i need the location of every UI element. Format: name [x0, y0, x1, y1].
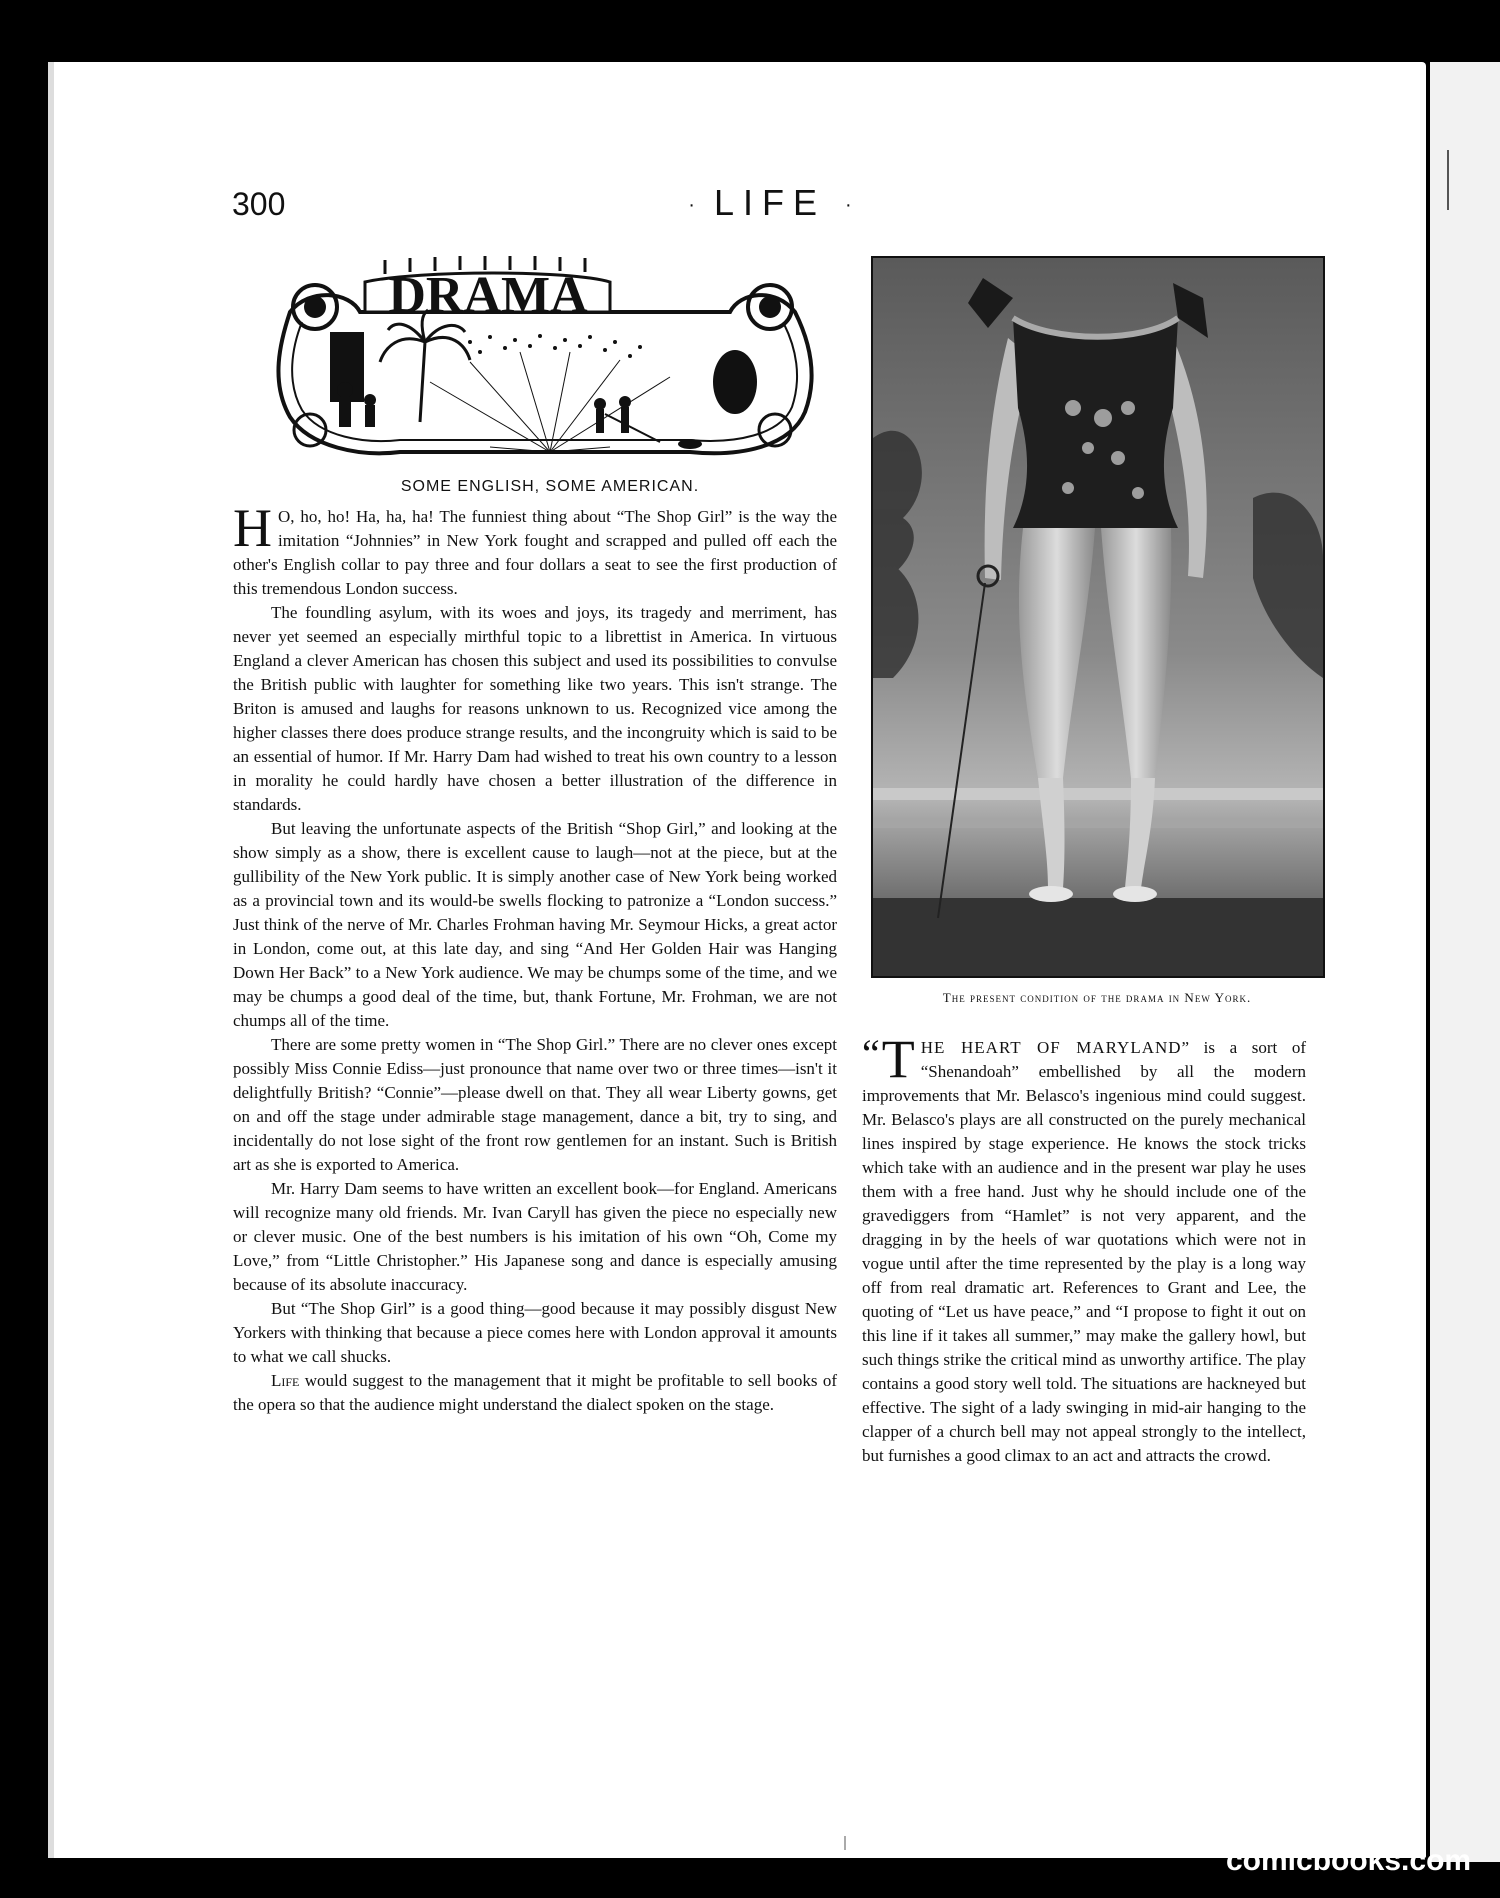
performer-photograph	[871, 256, 1325, 978]
paragraph-text: O, ho, ho! Ha, ha, ha! The funniest thing about “The Shop Girl” is the way the imitation “Johnnies” in New York fought and scrapped and pulled off each the other's English collar to pay three and four dollars a seat to see the first production of this tremendous London success.	[233, 507, 837, 598]
facing-page-mark	[1447, 150, 1449, 210]
review-open-quote: “	[862, 1031, 880, 1076]
masthead-dot-right: ·	[845, 193, 852, 216]
article-paragraph-3: But leaving the unfortunate aspects of the British “Shop Girl,” and looking at the show simply as a show, there is excellent cause to laugh—not at the piece, but at the gullibility of the New York public. It is simply another case of New York being worked as a provincial town and its would-be swells flocking to patronize a “London success.” Just think of the nerve of Mr. Charles Frohman having Mr. Seymour Hicks, a great actor in London, come out, at this late day, and sing “And Her Golden Hair was Hanging Down Her Back” to a New York audience. We may be chumps some of the time, and we may be chumps a good deal of the time, but, thank Fortune, Mr. Frohman, we are not chumps all of the time.	[233, 819, 837, 1030]
dropcap-letter: H	[233, 498, 272, 558]
page-number: 300	[232, 186, 286, 222]
facing-page-edge	[1430, 62, 1500, 1862]
review-body	[862, 1029, 1306, 1468]
article-paragraph-1	[233, 498, 837, 601]
article-column	[233, 478, 837, 1417]
article-paragraph-4: There are some pretty women in “The Shop Girl.” There are no clever ones except possibly Miss Connie Ediss—just pronounce that name over two or three times—isn't it delightfully British? “Connie”—please dwell on that. They all wear Liberty gowns, get on and off the stage under admirable stage management, dance a bit, try to sing, and incidentally do not lose sight of the front row gentlemen for an instant. Such is British art as she is exported to America.	[233, 1035, 837, 1174]
drama-title-lettering: DRAMA	[388, 267, 588, 324]
page-bottom-tick	[844, 1836, 846, 1850]
article-paragraph-7	[233, 1369, 837, 1417]
masthead-title: LIFE	[713, 182, 827, 223]
article-body	[233, 498, 837, 1417]
article-heading: SOME ENGLISH, SOME AMERICAN.	[400, 478, 700, 495]
review-text: ” is a sort of “Shenandoah” embellished by all the modern improvements that Mr. Belasco's ingenious mind could suggest. Mr. Belasco's plays are all constructed on the purely mechanical lines inspired by stage experience. He knows the stock tricks which take with an audience and in the present war play he uses them with a free hand. Just why he should include one of the gravediggers from “Hamlet” is not very apparent, and the dragging in by the heels of war quotations which were not in vogue until after the time represented by the play is a long way off from real dramatic art. References to Grant and Lee, the quoting of “Let us have peace,” and “I propose to fight it out on this line if it takes all summer,” may make the gallery howl, but such things strike the critical mind as unworthy artifice. The play contains a good story well told. The situations are hackneyed but effective. The sight of a lady swinging in mid-air hanging to the clapper of a church bell may not appeal strongly to the intellect, but furnishes a good climax to an act and attracts the crowd.	[862, 1038, 1306, 1465]
photo-caption: The present condition of the drama in New York.	[942, 990, 1252, 1005]
site-watermark: comicbooks.com	[1226, 1844, 1472, 1877]
life-smallcaps: Life	[271, 1371, 300, 1390]
performer-photo-image	[873, 258, 1323, 976]
paragraph-text: would suggest to the management that it might be profitable to sell books of the opera so that the audience might understand the dialect spoken on the stage.	[233, 1371, 837, 1414]
article-paragraph-5: Mr. Harry Dam seems to have written an excellent book—for England. Americans will recognize many old friends. Mr. Ivan Caryll has given the piece no especially new or clever music. One of the best numbers is his imitation of his own “Oh, Come my Love,” from “Little Christopher.” His Japanese song and dance is especially amusing because of its absolute inaccuracy.	[233, 1179, 837, 1294]
review-paragraph	[862, 1029, 1306, 1468]
review-column	[862, 1029, 1306, 1468]
article-paragraph-6: But “The Shop Girl” is a good thing—good because it may possibly disgust New Yorkers with thinking that because a piece comes here with London approval it amounts to what we call shucks.	[233, 1299, 837, 1366]
review-dropcap-letter: T	[881, 1029, 915, 1089]
page-edge-shadow	[48, 62, 54, 1858]
review-play-title: HE HEART OF MARYLAND	[920, 1038, 1182, 1057]
article-paragraph-2: The foundling asylum, with its woes and joys, its tragedy and merriment, has never yet seemed an especially mirthful topic to a librettist in America. In virtuous England a clever American has chosen this subject and used its possibilities to convulse the British public with laughter for something like two years. This isn't strange. The Briton is amused and laughs for reasons unknown to us. Recognized vice among the higher classes there does produce strange results, and the incongruity which is said to be an essential of humor. If Mr. Harry Dam had wished to treat his own country to a lesson in morality he could hardly have chosen a better illustration of the difference in standards.	[233, 603, 837, 814]
masthead-dot-left: ·	[688, 193, 695, 216]
masthead	[620, 182, 920, 224]
drama-banner-illustration	[270, 252, 815, 472]
